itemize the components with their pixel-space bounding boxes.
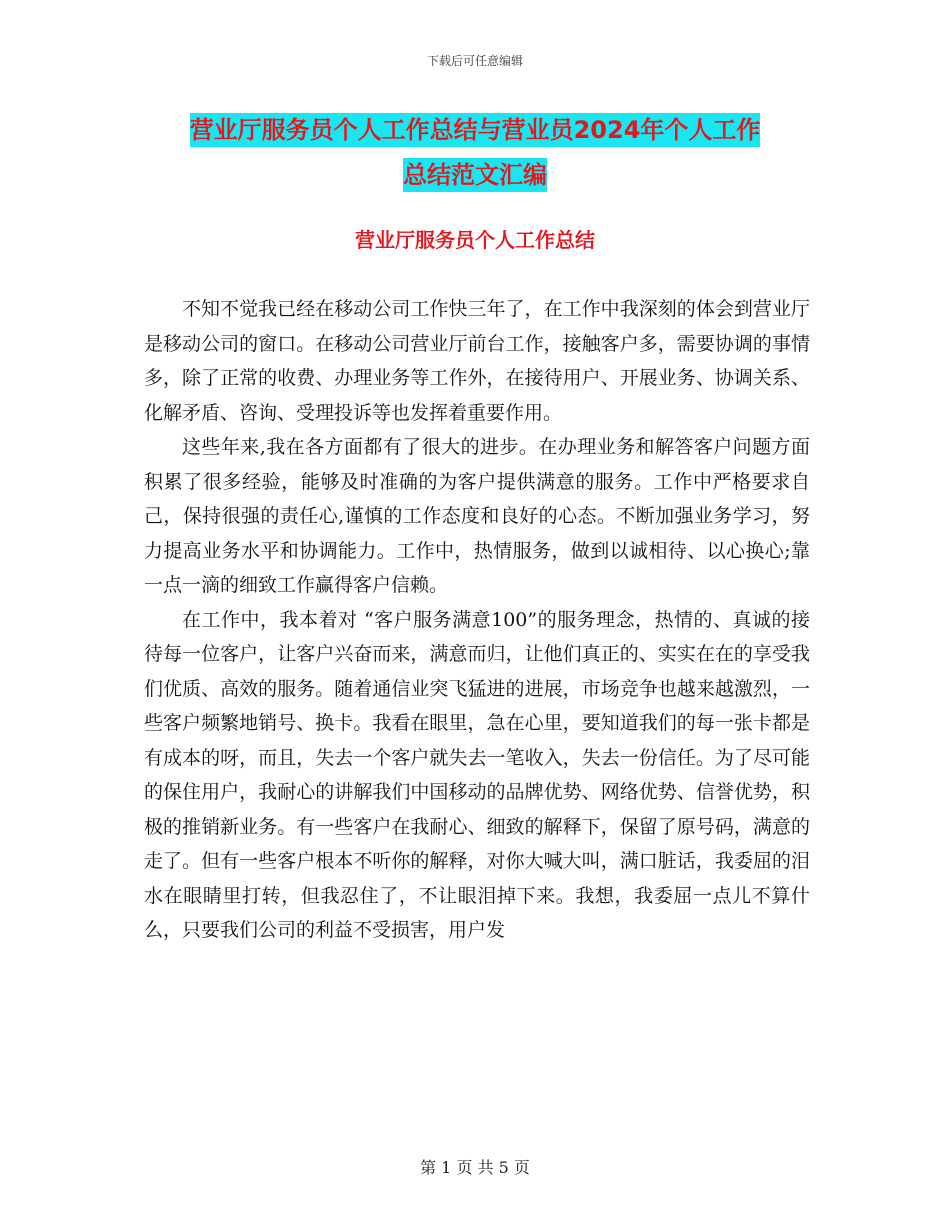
header-note: 下载后可任意编辑: [426, 54, 523, 68]
section-title: 营业厅服务员个人工作总结: [355, 228, 595, 252]
body-text: [144, 292, 810, 948]
document-title-line-1: 营业厅服务员个人工作总结与营业员2024年个人工作: [190, 113, 761, 147]
document-title-line-2: 总结范文汇编: [403, 158, 547, 192]
document-title: [140, 108, 810, 198]
paragraph-3: 在工作中，我本着对 “客户服务满意100”的服务理念，热情的、真诚的接待每一位客户，让客户兴奋而来，满意而归，让他们真正的、实实在在的享受我们优质、高效的服务。随着通信业突飞猛进的进展，市场竞争也越来越激烈，一些客户频繁地销号、换卡。我看在眼里，急在心里，要知道我们的每一张卡都是有成本的呀，而且，失去一个客户就失去一笔收入，失去一份信任。为了尽可能的保住用户，我耐心的讲解我们中国移动的品牌优势、网络优势、信誉优势，积极的推销新业务。有一些客户在我耐心、细致的解释下，保留了原号码，满意的走了。但有一些客户根本不听你的解释，对你大喊大叫，满口脏话，我委屈的泪水在眼睛里打转，但我忍住了，不让眼泪掉下来。我想，我委屈一点儿不算什么，只要我们公司的利益不受损害，用户发: [144, 608, 810, 941]
paragraph-1: 不知不觉我已经在移动公司工作快三年了，在工作中我深刻的体会到营业厅是移动公司的窗口。在移动公司营业厅前台工作，接触客户多，需要协调的事情多，除了正常的收费、办理业务等工作外，在接待用户、开展业务、协调关系、化解矛盾、咨询、受理投诉等也发挥着重要作用。: [144, 298, 810, 424]
paragraph-2: 这些年来,我在各方面都有了很大的进步。在办理业务和解答客户问题方面积累了很多经验，能够及时准确的为客户提供满意的服务。工作中严格要求自己，保持很强的责任心,谨慎的工作态度和良好的心态。不断加强业务学习，努力提高业务水平和协调能力。工作中，热情服务，做到以诚相待、以心换心;靠一点一滴的细致工作赢得客户信赖。: [144, 436, 810, 596]
page-footer: 第 1 页 共 5 页: [420, 1158, 530, 1177]
